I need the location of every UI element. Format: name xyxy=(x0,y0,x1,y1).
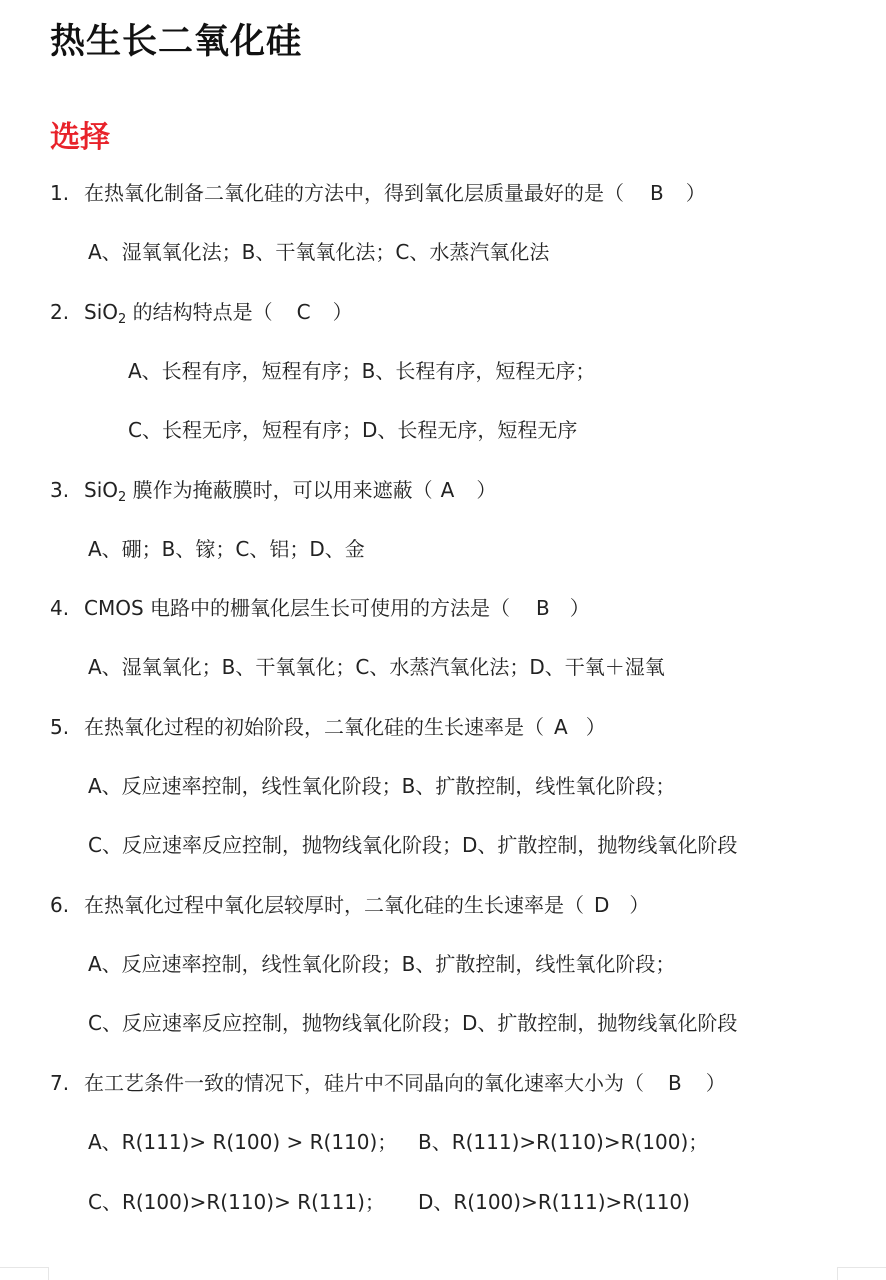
answer-letter: D xyxy=(594,893,610,917)
answer-letter: B xyxy=(536,596,550,620)
question-number: 7. xyxy=(50,1071,70,1095)
answer-letter: A xyxy=(440,478,455,502)
question-text: 在热氧化过程的初始阶段，二氧化硅的生长速率是（ A ） xyxy=(84,715,606,739)
question-text: SiO$_2$ 的结构特点是（ C ） xyxy=(84,300,353,327)
question-4-options: A、湿氧氧化；B、干氧氧化；C、水蒸汽氧化法；D、干氧＋湿氧 xyxy=(88,655,665,679)
question-3-options: A、硼；B、镓；C、铝；D、金 xyxy=(88,537,365,561)
question-text: CMOS 电路中的栅氧化层生长可使用的方法是（ B ） xyxy=(84,596,590,620)
section-heading: 选择 xyxy=(50,120,110,155)
question-7-option-d: D、R(100)>R(111)>R(110) xyxy=(418,1190,690,1214)
question-number: 2. xyxy=(50,300,70,324)
question-text: SiO$_2$ 膜作为掩蔽膜时，可以用来遮蔽（ A ） xyxy=(84,478,497,505)
question-number: 3. xyxy=(50,478,70,502)
question-5-option-line-1: A、反应速率控制，线性氧化阶段；B、扩散控制，线性氧化阶段； xyxy=(88,774,676,798)
question-text: 在热氧化过程中氧化层较厚时，二氧化硅的生长速率是（ D ） xyxy=(84,893,650,917)
question-5-option-line-2: C、反应速率反应控制，抛物线氧化阶段；D、扩散控制，抛物线氧化阶段 xyxy=(88,833,738,857)
answer-letter: B xyxy=(650,181,664,205)
question-7-option-a: A、R(111)> R(100) > R(110)； xyxy=(88,1130,398,1154)
document-title: 热生长二氧化硅 xyxy=(50,22,303,62)
question-7-option-c: C、R(100)>R(110)> R(111)； xyxy=(88,1190,385,1214)
question-number: 4. xyxy=(50,596,70,620)
question-text: 在工艺条件一致的情况下，硅片中不同晶向的氧化速率大小为（ B ） xyxy=(84,1071,726,1095)
page-corner-mark-left xyxy=(0,1267,49,1280)
answer-letter: C xyxy=(296,300,311,324)
page-corner-mark-right xyxy=(837,1267,886,1280)
question-2-option-line-1: A、长程有序，短程有序；B、长程有序，短程无序； xyxy=(128,359,596,383)
answer-letter: A xyxy=(554,715,568,739)
question-number: 6. xyxy=(50,893,70,917)
question-number: 5. xyxy=(50,715,70,739)
question-text: 在热氧化制备二氧化硅的方法中，得到氧化层质量最好的是（ B ） xyxy=(84,181,706,205)
question-7-option-b: B、R(111)>R(110)>R(100)； xyxy=(418,1130,709,1154)
question-6-option-line-1: A、反应速率控制，线性氧化阶段；B、扩散控制，线性氧化阶段； xyxy=(88,952,676,976)
question-1-options: A、湿氧氧化法；B、干氧氧化法；C、水蒸汽氧化法 xyxy=(88,240,550,264)
question-6-option-line-2: C、反应速率反应控制，抛物线氧化阶段；D、扩散控制，抛物线氧化阶段 xyxy=(88,1011,738,1035)
question-2-option-line-2: C、长程无序，短程有序；D、长程无序，短程无序 xyxy=(128,418,578,442)
answer-letter: B xyxy=(668,1071,682,1095)
question-number: 1. xyxy=(50,181,70,205)
